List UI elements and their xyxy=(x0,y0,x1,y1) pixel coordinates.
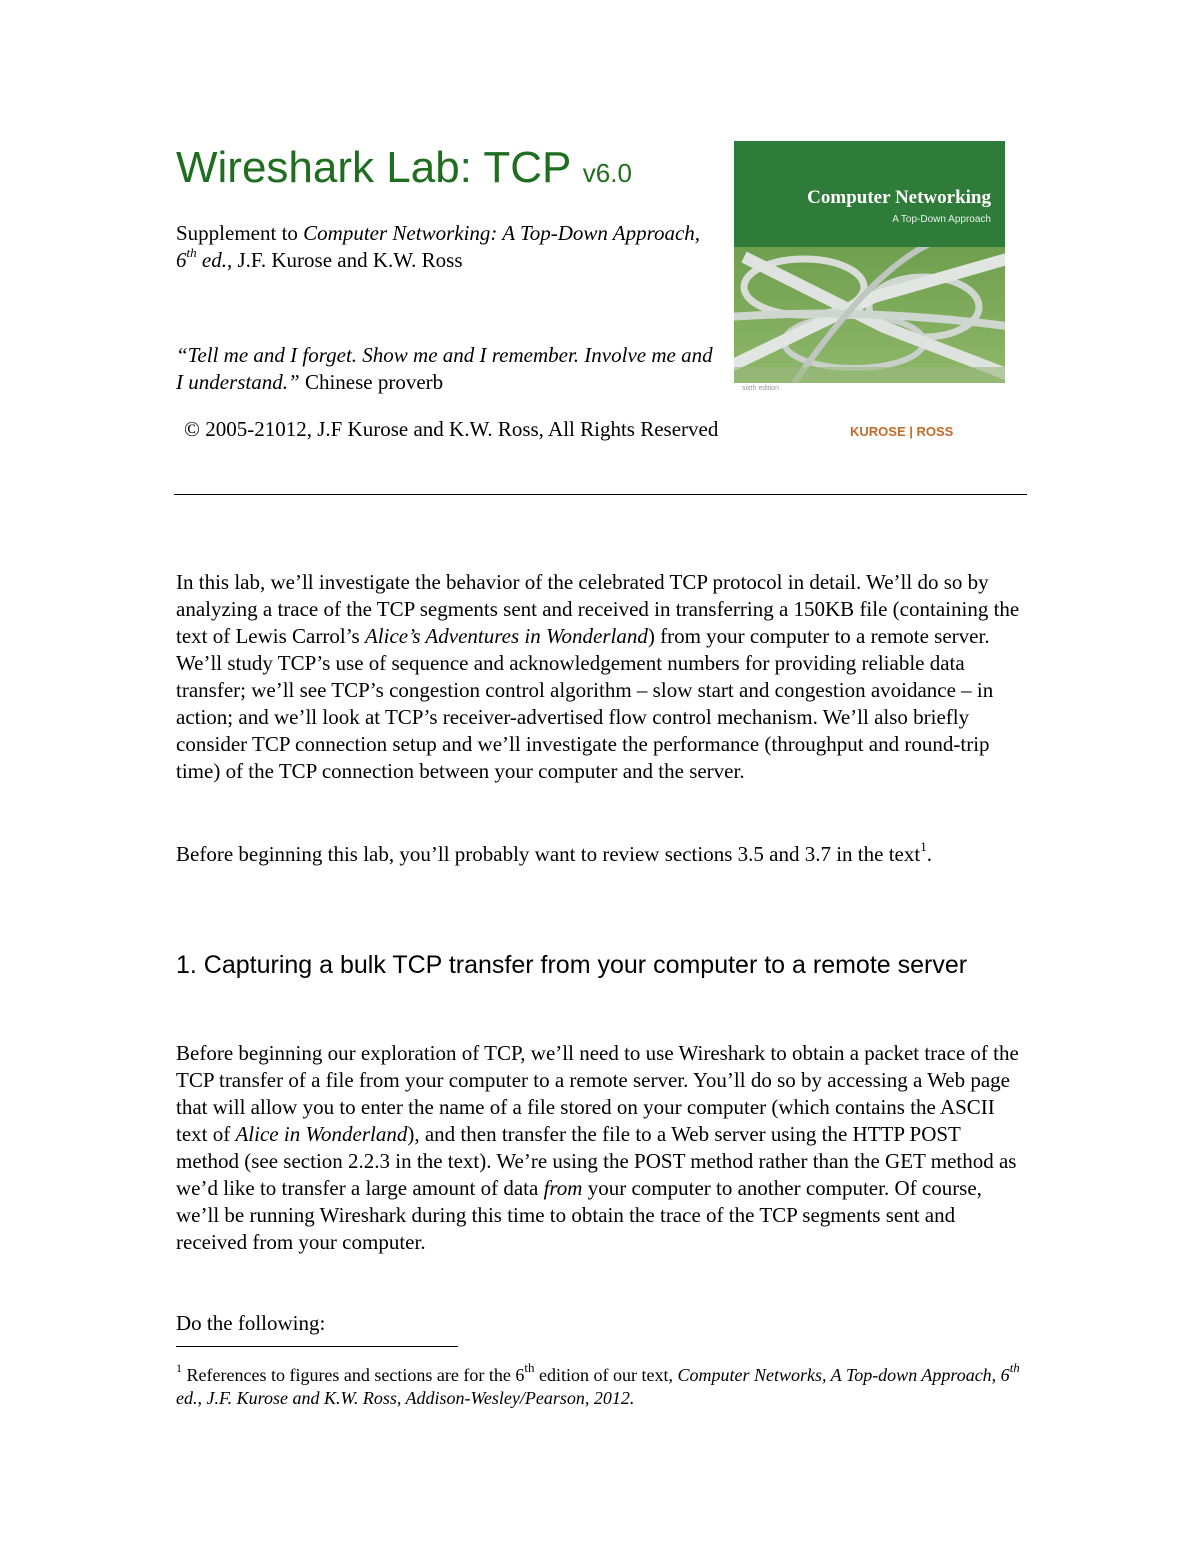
review-end: . xyxy=(926,842,932,866)
section-text-a: Before beginning our exploration of TCP, we’ll need to use Wireshark to obtain a packet trace of the TCP transfer of a file from your computer to a remote server. You’ll do so by accessing a Web page that will allow you to enter the name of a file stored on your computer (which contains the ASCII text of xyxy=(176,1041,1019,1146)
section-book-title: Alice in Wonderland xyxy=(235,1122,408,1146)
footnote-divider xyxy=(176,1346,458,1347)
footnote-em-sup: th xyxy=(1009,1360,1020,1375)
edition-rest: ed. xyxy=(196,248,227,272)
section-emphasis: from xyxy=(543,1176,583,1200)
footnote-mark: 1 xyxy=(176,1361,182,1375)
proverb-quote xyxy=(176,342,716,396)
review-text: Before beginning this lab, you’ll probably want to review sections 3.5 and 3.7 in the text xyxy=(176,842,921,866)
footnote-ref[interactable]: 1 xyxy=(920,839,927,854)
footnote-text-a: References to figures and sections are for the 6 xyxy=(182,1365,525,1385)
section-paragraph xyxy=(176,1040,1028,1256)
supplement-prefix: Supplement to xyxy=(176,221,304,245)
cover-authors: KUROSE | ROSS xyxy=(850,424,954,439)
section-text-b: ), and then transfer the file to a Web server using the HTTP POST method (see section 2.2.3 in the text). We’re using the POST method rather than the GET method as we’d like to transfer a large amount of data xyxy=(176,1122,1017,1200)
header-divider xyxy=(174,494,1027,495)
intro-book-title: Alice’s Adventures in Wonderland xyxy=(364,624,648,648)
copyright-notice: © 2005-21012, J.F Kurose and K.W. Ross, All Rights Reserved xyxy=(184,417,719,441)
intro-text-b: ) from your computer to a remote server. We’ll study TCP’s use of sequence and acknowledgement numbers for providing reliable data transfer; we’ll see TCP’s congestion control algorithm – slow start and congestion avoidance – in action; and we’ll look at TCP’s receiver-advertised flow control mechanism. We’ll also briefly consider TCP connection setup and we’ll investigate the performance (throughput and round-trip time) of the TCP connection between your computer and the server. xyxy=(176,624,994,783)
do-following: Do the following: xyxy=(176,1311,326,1335)
footnote-text-b: edition of our text, xyxy=(534,1365,678,1385)
footnote xyxy=(176,1360,1028,1410)
review-paragraph xyxy=(176,841,1028,868)
cover-title: Computer Networking xyxy=(807,187,991,208)
book-cover-image xyxy=(734,141,1005,443)
page-title xyxy=(176,142,632,199)
intro-text-a: In this lab, we’ll investigate the behavior of the celebrated TCP protocol in detail. We’ll do so by analyzing a trace of the TCP segments sent and received in transferring a 150KB file (containing the text of Lewis Carrol’s xyxy=(176,570,1020,648)
highway-interchange-photo xyxy=(734,247,1005,383)
quote-text: “Tell me and I forget. Show me and I remember. Involve me and I understand.” xyxy=(176,343,713,394)
cover-subtitle: A Top-Down Approach xyxy=(892,214,991,225)
footnote-sup: th xyxy=(524,1360,535,1375)
edition-sup: th xyxy=(186,245,197,260)
supplement-line xyxy=(176,220,716,274)
supplement-authors: , J.F. Kurose and K.W. Ross xyxy=(226,248,463,272)
footnote-em-a: Computer Networks, A Top-down Approach, 6 xyxy=(677,1365,1010,1385)
section-text-c: your computer to another computer. Of course, we’ll be running Wireshark during this time to obtain the trace of the TCP segments sent and received from your computer. xyxy=(176,1176,982,1254)
cover-edition: sixth edition xyxy=(742,385,779,392)
quote-attribution: Chinese proverb xyxy=(299,370,444,394)
section-heading: 1. Capturing a bulk TCP transfer from your computer to a remote server xyxy=(176,951,968,979)
version-label: v6.0 xyxy=(582,158,632,188)
footnote-em-b: ed., J.F. Kurose and K.W. Ross, Addison-Wesley/Pearson, 2012. xyxy=(176,1388,635,1408)
title-text: Wireshark Lab: TCP xyxy=(176,143,571,192)
intro-paragraph xyxy=(176,569,1028,785)
book-title: Computer Networking: A Top-Down Approach, 6 xyxy=(176,221,701,272)
